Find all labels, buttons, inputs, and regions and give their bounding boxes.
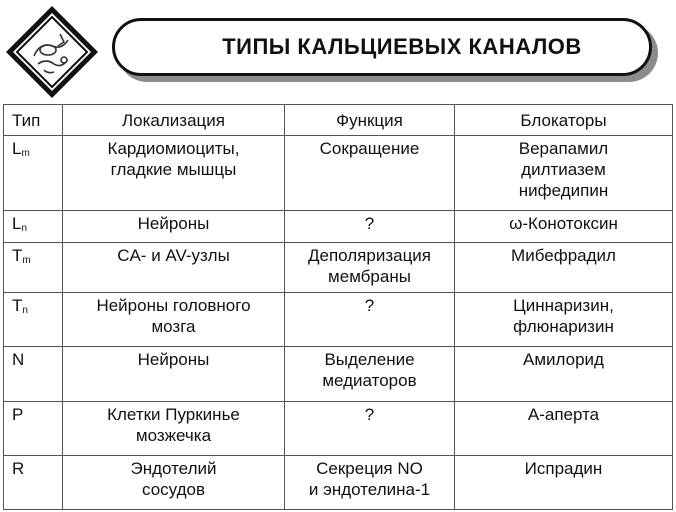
localization-text-line: мозга: [151, 317, 196, 337]
channel-type-letter: L: [12, 139, 22, 158]
localization-text-line: Клетки Пуркинье: [107, 404, 240, 424]
channel-type-cell: [4, 211, 63, 243]
channel-type-subscript: m: [21, 148, 30, 159]
function-text-line: ?: [364, 296, 375, 316]
localization-text-line: CA- и AV-узлы: [117, 246, 230, 266]
diamond-emblem-icon: [4, 4, 100, 100]
localization-cell: [63, 243, 285, 293]
blockers-cell: [455, 455, 673, 509]
blockers-text-line: Циннаризин,: [513, 296, 614, 316]
localization-cell: [63, 293, 285, 347]
column-header-function: Функция: [285, 105, 455, 136]
channel-type-subscript: n: [21, 223, 28, 234]
channel-type-subscript: m: [22, 255, 31, 267]
channel-type-letter: P: [12, 404, 24, 424]
blockers-text-line: Верапамил: [518, 139, 609, 158]
function-text-line: ?: [364, 404, 375, 424]
function-text-line: мембраны: [328, 267, 411, 287]
blockers-cell: [455, 401, 673, 455]
channel-type-letter: N: [12, 350, 25, 370]
blockers-text-line: Амилорид: [523, 350, 604, 370]
blockers-cell: [455, 347, 673, 401]
blockers-cell: [455, 211, 673, 243]
localization-cell: [63, 401, 285, 455]
channel-type-letter: L: [12, 214, 22, 233]
blockers-text-line: ω-Конотоксин: [509, 214, 618, 233]
blockers-cell: [455, 243, 673, 293]
localization-text-line: Нейроны: [137, 214, 210, 233]
table-row: [4, 243, 673, 293]
channel-type-cell: [4, 401, 63, 455]
function-cell: [285, 347, 455, 401]
function-cell: [285, 136, 455, 211]
channel-type-letter: T: [12, 246, 23, 266]
page-title: ТИПЫ КАЛЬЦИЕВЫХ КАНАЛОВ: [222, 34, 582, 59]
blockers-text-line: А-аперта: [527, 404, 600, 424]
localization-text-line: Кардиомиоциты,: [107, 139, 240, 158]
table-row: [4, 347, 673, 401]
function-cell: [285, 293, 455, 347]
function-cell: [285, 243, 455, 293]
calcium-channels-table: [3, 104, 673, 510]
blockers-text-line: дилтиазем: [521, 160, 606, 179]
column-header-type: Тип: [4, 105, 63, 136]
function-text-line: Деполяризация: [307, 246, 432, 266]
localization-text-line: мозжечка: [135, 425, 212, 445]
title-banner: [112, 18, 652, 76]
blockers-text-line: флюнаризин: [513, 317, 614, 337]
function-cell: [285, 401, 455, 455]
channel-type-letter: R: [12, 458, 25, 478]
channel-type-cell: [4, 293, 63, 347]
function-text-line: ?: [364, 214, 375, 233]
table-row: [4, 293, 673, 347]
blockers-text-line: Испрадин: [524, 458, 603, 478]
function-text-line: Сокращение: [319, 139, 420, 158]
localization-text-line: сосудов: [142, 479, 205, 499]
column-header-localization: Локализация: [63, 105, 285, 136]
table-row: [4, 136, 673, 211]
localization-text-line: Нейроны: [137, 350, 210, 370]
localization-cell: [63, 347, 285, 401]
function-text-line: Секреция NO: [316, 458, 423, 478]
function-text-line: и эндотелина-1: [308, 479, 431, 499]
function-cell: [285, 211, 455, 243]
table-header-row: [4, 105, 673, 136]
table-row: [4, 401, 673, 455]
channel-type-cell: [4, 136, 63, 211]
localization-cell: [63, 136, 285, 211]
column-header-blockers: Блокаторы: [455, 105, 673, 136]
channel-type-cell: [4, 243, 63, 293]
function-text-line: Выделение: [324, 350, 415, 370]
blockers-cell: [455, 136, 673, 211]
blockers-cell: [455, 293, 673, 347]
channel-type-cell: [4, 455, 63, 509]
function-text-line: медиаторов: [322, 371, 417, 391]
localization-text-line: Нейроны головного: [96, 296, 251, 316]
channel-type-subscript: n: [22, 305, 28, 317]
calcium-channels-table-container: [3, 104, 672, 510]
table-row: [4, 455, 673, 509]
channel-type-cell: [4, 347, 63, 401]
channel-type-letter: T: [12, 296, 23, 316]
blockers-text-line: нифедипин: [518, 181, 609, 200]
table-row: [4, 211, 673, 243]
blockers-text-line: Мибефрадил: [511, 246, 616, 266]
function-cell: [285, 455, 455, 509]
localization-cell: [63, 455, 285, 509]
localization-text-line: гладкие мышцы: [110, 160, 237, 179]
localization-cell: [63, 211, 285, 243]
localization-text-line: Эндотелий: [130, 458, 217, 478]
